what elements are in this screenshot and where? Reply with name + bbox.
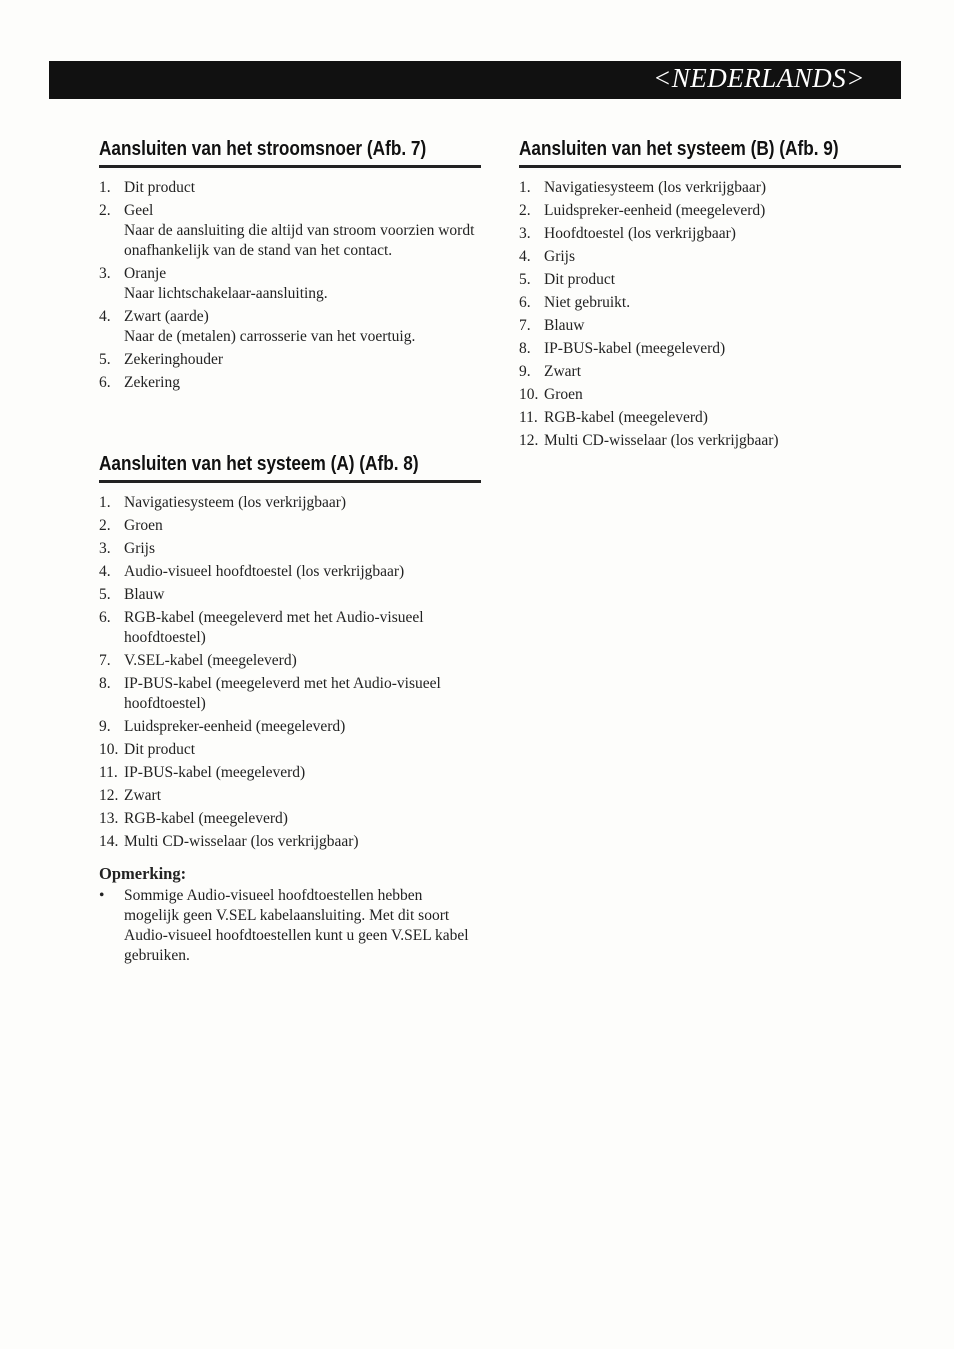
list-item xyxy=(99,740,481,760)
list-item xyxy=(519,270,901,290)
list-item xyxy=(519,339,901,359)
section-divider xyxy=(99,480,481,483)
list-item xyxy=(99,809,481,829)
item-number: 13. xyxy=(99,810,119,827)
language-label: <NEDERLANDS> xyxy=(653,63,865,93)
item-number: 2. xyxy=(99,202,111,219)
list-item xyxy=(99,832,481,852)
item-number: 2. xyxy=(519,202,531,219)
item-number: 11. xyxy=(99,764,118,781)
item-label: Blauw xyxy=(124,586,165,603)
item-label: Grijs xyxy=(544,248,575,265)
item-number: 1. xyxy=(519,179,531,196)
section-title: Aansluiten van het stroomsnoer (Afb. 7) xyxy=(99,137,427,160)
item-number: 14. xyxy=(99,833,119,850)
item-label: Groen xyxy=(544,386,583,403)
item-number: 8. xyxy=(99,675,111,692)
list-item xyxy=(519,316,901,336)
power-cord-list xyxy=(99,178,481,393)
language-banner xyxy=(49,61,901,99)
item-label: RGB-kabel (meegeleverd met het Audio-visueel hoofdtoestel) xyxy=(124,609,424,646)
item-number: 10. xyxy=(99,741,119,758)
item-number: 4. xyxy=(99,563,111,580)
list-item xyxy=(519,408,901,428)
item-number: 6. xyxy=(519,294,531,311)
item-label: Dit product xyxy=(544,271,616,288)
item-label: Zekering xyxy=(124,374,180,391)
item-label: Zwart xyxy=(124,787,162,804)
section-title: Aansluiten van het systeem (A) (Afb. 8) xyxy=(99,452,419,475)
list-item xyxy=(99,651,481,671)
item-number: 1. xyxy=(99,494,111,511)
item-label: Dit product xyxy=(124,741,196,758)
item-note: Naar lichtschakelaar-aansluiting. xyxy=(124,285,328,302)
section-system-a xyxy=(99,451,481,966)
item-number: 5. xyxy=(99,586,111,603)
item-label: Dit product xyxy=(124,179,196,196)
section-title: Aansluiten van het systeem (B) (Afb. 9) xyxy=(519,137,839,160)
note-text: Sommige Audio-visueel hoofdtoestellen hebben mogelijk geen V.SEL kabelaansluiting. Met dit soort Audio-visueel hoofdtoestellen kunt u geen V.SEL kabel gebruiken. xyxy=(124,887,469,964)
item-label: IP-BUS-kabel (meegeleverd met het Audio-visueel hoofdtoestel) xyxy=(124,675,441,712)
item-label: Navigatiesysteem (los verkrijgbaar) xyxy=(124,494,347,511)
list-item xyxy=(99,562,481,582)
item-label: Zwart (aarde) xyxy=(124,308,209,325)
item-label: Zekeringhouder xyxy=(124,351,223,368)
item-label: Multi CD-wisselaar (los verkrijgbaar) xyxy=(124,833,359,850)
section-divider xyxy=(519,165,901,168)
item-number: 2. xyxy=(99,517,111,534)
list-item xyxy=(99,585,481,605)
item-number: 8. xyxy=(519,340,531,357)
note-item xyxy=(99,886,481,966)
item-label: Audio-visueel hoofdtoestel (los verkrijgbaar) xyxy=(124,563,405,580)
item-number: 5. xyxy=(519,271,531,288)
list-item xyxy=(519,293,901,313)
item-label: RGB-kabel (meegeleverd) xyxy=(544,409,708,426)
item-number: 6. xyxy=(99,609,111,626)
item-label: Hoofdtoestel (los verkrijgbaar) xyxy=(544,225,736,242)
item-note: Naar de aansluiting die altijd van stroom voorzien wordt onafhankelijk van de stand van het contact. xyxy=(124,222,475,259)
section-system-b xyxy=(519,136,901,454)
list-item xyxy=(99,763,481,783)
item-label: Groen xyxy=(124,517,163,534)
list-item xyxy=(99,373,481,393)
item-number: 3. xyxy=(99,540,111,557)
item-label: Navigatiesysteem (los verkrijgbaar) xyxy=(544,179,767,196)
item-number: 6. xyxy=(99,374,111,391)
item-label: Niet gebruikt. xyxy=(544,294,631,311)
note-heading: Opmerking: xyxy=(99,864,187,883)
item-label: Multi CD-wisselaar (los verkrijgbaar) xyxy=(544,432,779,449)
system-a-list xyxy=(99,493,481,852)
item-label: Zwart xyxy=(544,363,582,380)
item-number: 4. xyxy=(99,308,111,325)
item-label: IP-BUS-kabel (meegeleverd) xyxy=(124,764,306,781)
item-label: V.SEL-kabel (meegeleverd) xyxy=(124,652,297,669)
item-number: 9. xyxy=(519,363,531,380)
item-note: Naar de (metalen) carrosserie van het voertuig. xyxy=(124,328,416,345)
item-number: 1. xyxy=(99,179,111,196)
bullet-icon: • xyxy=(99,887,105,904)
list-item xyxy=(99,178,481,198)
item-label: Luidspreker-eenheid (meegeleverd) xyxy=(544,202,766,219)
list-item xyxy=(99,493,481,513)
list-item xyxy=(519,224,901,244)
list-item xyxy=(99,674,481,714)
item-label: Luidspreker-eenheid (meegeleverd) xyxy=(124,718,346,735)
item-label: Grijs xyxy=(124,540,155,557)
list-item xyxy=(99,201,481,261)
item-label: Oranje xyxy=(124,265,167,282)
item-number: 10. xyxy=(519,386,539,403)
list-item xyxy=(519,362,901,382)
list-item xyxy=(99,786,481,806)
list-item xyxy=(99,264,481,304)
system-b-list xyxy=(519,178,901,451)
item-number: 3. xyxy=(519,225,531,242)
list-item xyxy=(99,717,481,737)
list-item xyxy=(99,539,481,559)
item-number: 11. xyxy=(519,409,538,426)
list-item xyxy=(99,608,481,648)
list-item xyxy=(99,350,481,370)
item-number: 12. xyxy=(519,432,539,449)
item-number: 4. xyxy=(519,248,531,265)
list-item xyxy=(519,431,901,451)
list-item xyxy=(519,178,901,198)
item-number: 9. xyxy=(99,718,111,735)
item-number: 7. xyxy=(99,652,111,669)
list-item xyxy=(519,247,901,267)
section-power-cord xyxy=(99,136,481,396)
list-item xyxy=(99,307,481,347)
section-divider xyxy=(99,165,481,168)
item-number: 7. xyxy=(519,317,531,334)
list-item xyxy=(519,201,901,221)
item-label: Geel xyxy=(124,202,154,219)
item-number: 5. xyxy=(99,351,111,368)
item-label: Blauw xyxy=(544,317,585,334)
item-number: 12. xyxy=(99,787,119,804)
list-item xyxy=(99,516,481,536)
item-number: 3. xyxy=(99,265,111,282)
list-item xyxy=(519,385,901,405)
item-label: RGB-kabel (meegeleverd) xyxy=(124,810,288,827)
item-label: IP-BUS-kabel (meegeleverd) xyxy=(544,340,726,357)
